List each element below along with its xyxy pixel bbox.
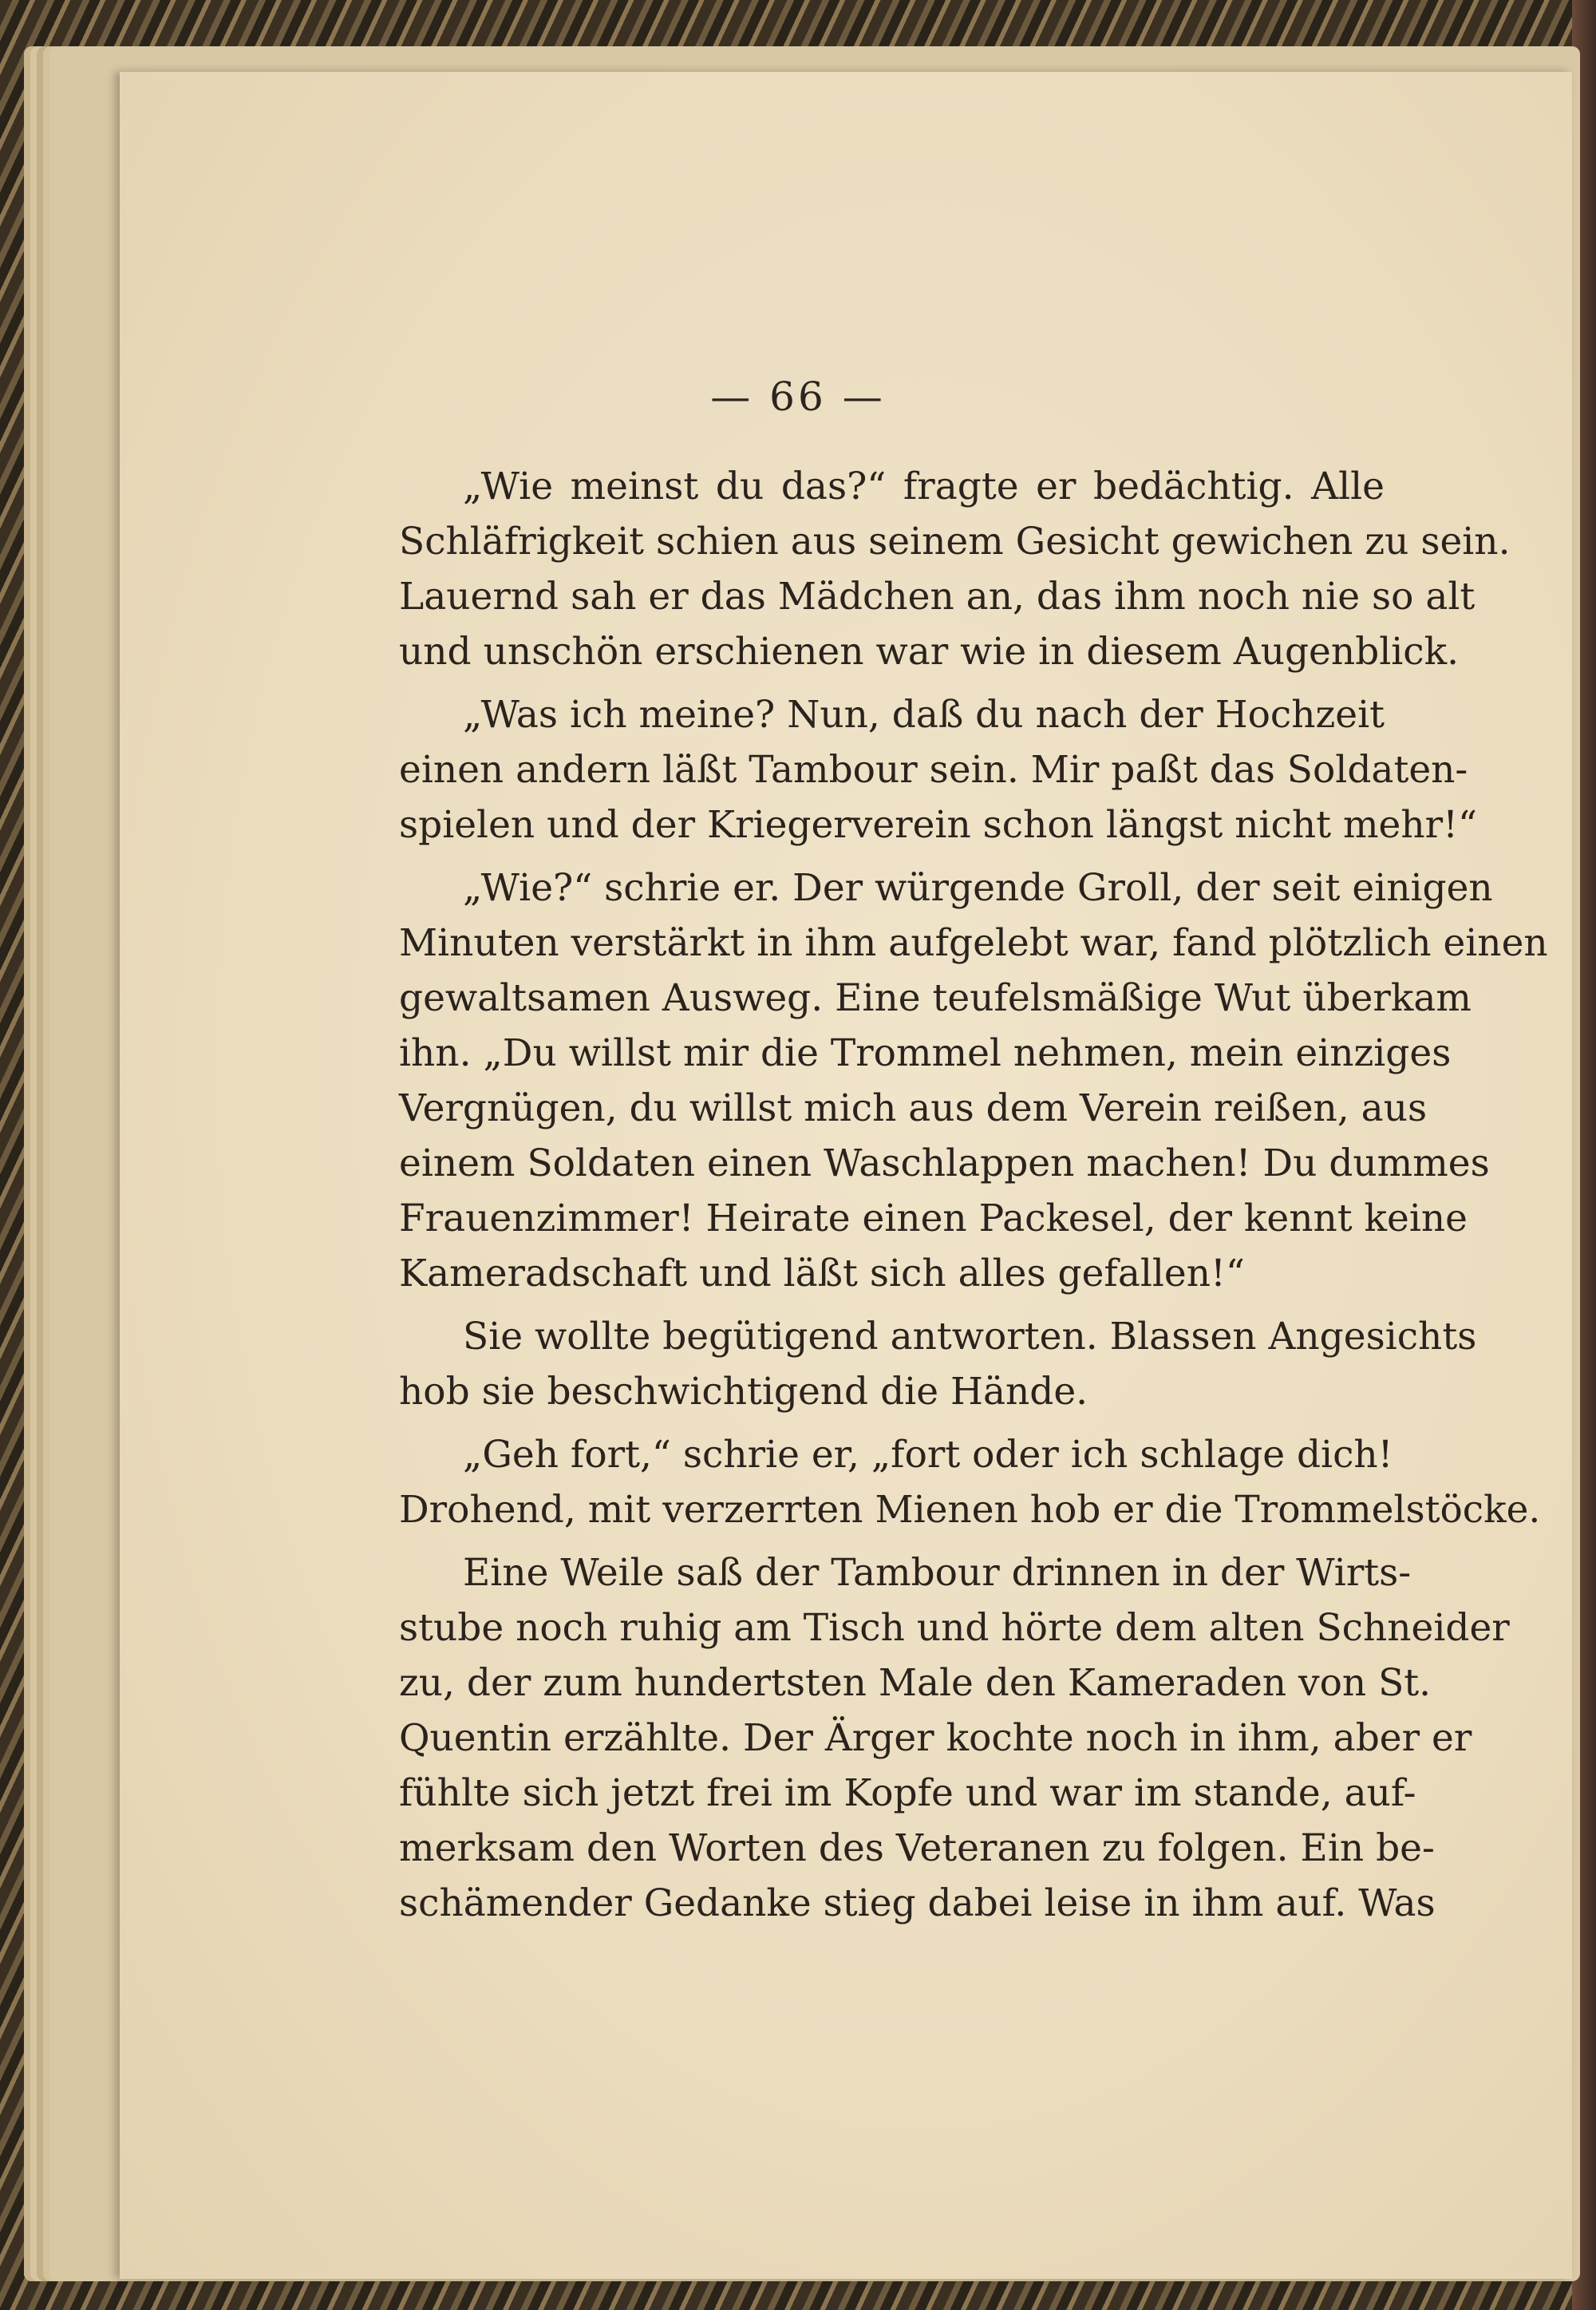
text-line: Sie wollte begütigend antworten. Blassen Angesichts xyxy=(463,1315,1477,1359)
text-line: „Was ich meine? Nun, daß du nach der Hochzeit xyxy=(463,693,1385,737)
text-line: Lauernd sah er das Mädchen an, das ihm noch nie so alt xyxy=(399,575,1476,619)
text-line: einen andern läßt Tambour sein. Mir paßt das Soldaten- xyxy=(399,748,1468,792)
page-number: — 66 — xyxy=(710,374,886,420)
text-line: stube noch ruhig am Tisch und hörte dem alten Schneider xyxy=(399,1606,1510,1650)
text-line: Schläfrigkeit schien aus seinem Gesicht gewichen zu sein. xyxy=(399,520,1511,564)
text-line: schämender Gedanke stieg dabei leise in ihm auf. Was xyxy=(399,1881,1436,1925)
text-line: Quentin erzählte. Der Ärger kochte noch in ihm, aber er xyxy=(399,1716,1472,1760)
text-line: „Wie?“ schrie er. Der würgende Groll, der seit einigen xyxy=(463,866,1493,910)
text-line: gewaltsamen Ausweg. Eine teufelsmäßige Wut überkam xyxy=(399,976,1472,1020)
text-line: fühlte sich jetzt frei im Kopfe und war im stande, auf- xyxy=(399,1771,1416,1815)
text-line: ihn. „Du willst mir die Trommel nehmen, mein einziges xyxy=(399,1031,1452,1075)
text-line: spielen und der Kriegerverein schon längst nicht mehr!“ xyxy=(399,803,1477,847)
text-line: Vergnügen, du willst mich aus dem Verein reißen, aus xyxy=(399,1086,1428,1130)
text-line: zu, der zum hundertsten Male den Kameraden von St. xyxy=(399,1661,1432,1705)
text-line: Frauenzimmer! Heirate einen Packesel, der kennt keine xyxy=(399,1197,1468,1240)
text-line: und unschön erschienen war wie in diesem Augenblick. xyxy=(399,630,1460,674)
text-line: hob sie beschwichtigend die Hände. xyxy=(399,1370,1088,1414)
text-line: Kameradschaft und läßt sich alles gefallen!“ xyxy=(399,1252,1245,1295)
text-line: Eine Weile saß der Tambour drinnen in der Wirts- xyxy=(463,1551,1412,1595)
body-text xyxy=(399,459,1548,1931)
text-line: merksam den Worten des Veteranen zu folgen. Ein be- xyxy=(399,1826,1435,1870)
text-line: Minuten verstärkt in ihm aufgelebt war, fand plötzlich einen xyxy=(399,921,1548,965)
text-line: „Wie meinst du das?“ fragte er bedächtig. Alle xyxy=(463,465,1385,508)
text-line: „Geh fort,“ schrie er, „fort oder ich schlage dich! xyxy=(463,1433,1393,1477)
text-line: einem Soldaten einen Waschlappen machen! Du dummes xyxy=(399,1141,1490,1185)
text-line: Drohend, mit verzerrten Mienen hob er die Trommelstöcke. xyxy=(399,1488,1541,1532)
